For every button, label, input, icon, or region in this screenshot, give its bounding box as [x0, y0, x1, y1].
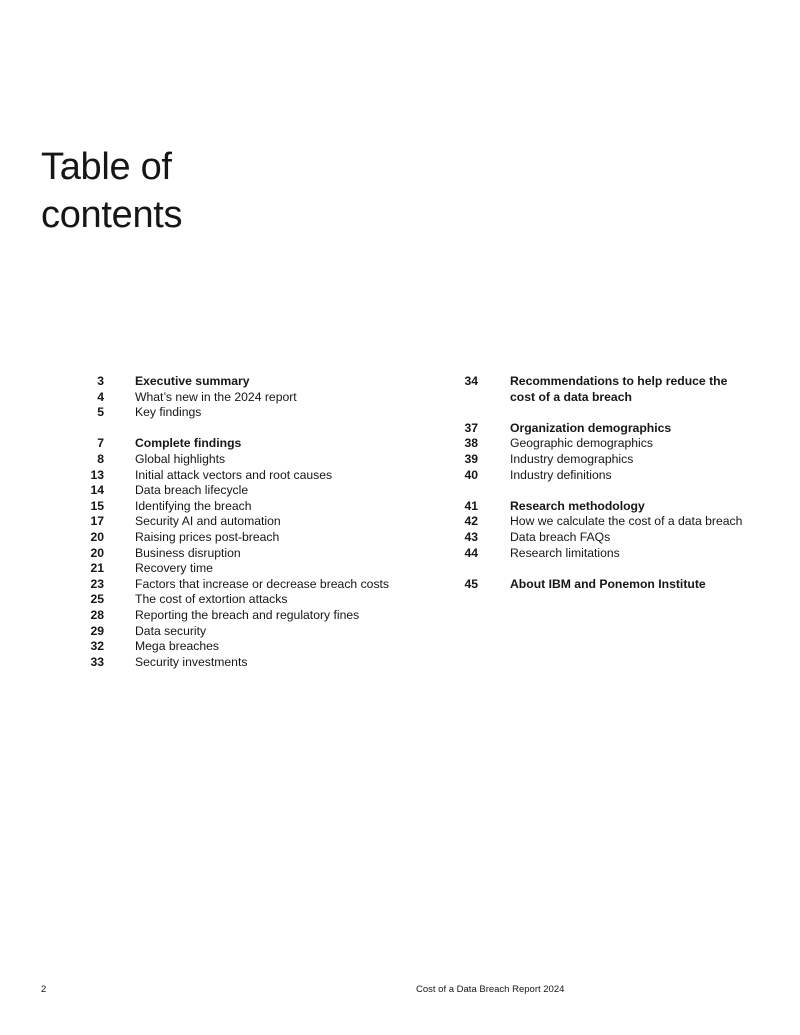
toc-page-number: 39 [464, 451, 478, 466]
toc-entry[interactable] [436, 452, 776, 468]
toc-page-number: 40 [464, 467, 478, 482]
toc-page-number: 29 [90, 623, 104, 638]
page-title [41, 143, 182, 239]
toc-label: Global highlights [135, 451, 226, 466]
toc-label: Key findings [135, 405, 202, 420]
toc-label: Complete findings [135, 436, 242, 451]
toc-label: Reporting the breach and regulatory fines [135, 607, 360, 622]
toc-entry[interactable] [60, 452, 400, 468]
toc-page-number: 20 [90, 545, 104, 560]
toc-label: The cost of extortion attacks [135, 592, 288, 607]
toc-label: Executive summary [135, 374, 250, 388]
toc-label: Identifying the breach [135, 498, 252, 513]
toc-page-number: 45 [464, 576, 478, 591]
toc-page-number: 3 [97, 374, 104, 388]
toc-page-number: 8 [97, 451, 104, 466]
toc-label: Initial attack vectors and root causes [135, 467, 333, 482]
toc-page-number: 42 [464, 514, 478, 529]
toc-label: Research limitations [510, 545, 620, 560]
toc-page-number [436, 390, 478, 406]
toc-entry[interactable] [60, 577, 400, 593]
toc-page-number: 20 [90, 529, 104, 544]
toc-page-number: 25 [90, 592, 104, 607]
toc-right-column [436, 374, 776, 592]
toc-entry[interactable] [60, 624, 400, 640]
toc-label: Data breach FAQs [510, 529, 611, 544]
toc-page-number: 15 [90, 498, 104, 513]
toc-page-number: 44 [464, 545, 478, 560]
toc-page-number: 4 [97, 389, 104, 404]
toc-entry[interactable] [60, 608, 400, 624]
toc-entry[interactable] [60, 655, 400, 671]
toc-entry[interactable] [60, 592, 400, 608]
toc-label: Industry demographics [510, 451, 634, 466]
toc-entry-continuation[interactable] [436, 390, 776, 406]
toc-page-number: 28 [90, 607, 104, 622]
toc-label: cost of a data breach [510, 389, 632, 404]
title-line-1: Table of [41, 146, 172, 188]
toc-page-number: 5 [97, 405, 104, 420]
toc-entry[interactable] [60, 499, 400, 515]
toc-label: Recovery time [135, 561, 213, 576]
toc-label: Security investments [135, 654, 248, 669]
toc-page-number: 32 [90, 639, 104, 654]
toc-entry[interactable] [60, 468, 400, 484]
toc-entry[interactable] [60, 390, 400, 406]
toc-entry[interactable] [60, 514, 400, 530]
section-gap [436, 483, 776, 499]
toc-page-number: 21 [90, 561, 104, 576]
toc-label: Geographic demographics [510, 436, 653, 451]
toc-page-number: 17 [90, 514, 104, 529]
toc-label: Recommendations to help reduce the [510, 374, 728, 388]
toc-entry[interactable] [436, 499, 776, 515]
toc-label: Business disruption [135, 545, 241, 560]
toc-label: Data security [135, 623, 207, 638]
footer-page-number: 2 [41, 984, 47, 995]
section-gap [60, 421, 400, 437]
toc-label: Organization demographics [510, 420, 672, 435]
toc-page-number: 14 [90, 483, 104, 498]
toc-page-number: 33 [90, 654, 104, 669]
section-gap [436, 561, 776, 577]
toc-entry[interactable] [60, 374, 400, 390]
toc-entry[interactable] [60, 436, 400, 452]
toc-entry[interactable] [436, 421, 776, 437]
toc-page-number: 43 [464, 529, 478, 544]
toc-entry[interactable] [60, 483, 400, 499]
toc-entry[interactable] [436, 374, 776, 390]
toc-entry[interactable] [436, 468, 776, 484]
toc-entry[interactable] [436, 546, 776, 562]
footer-report-title: Cost of a Data Breach Report 2024 [416, 984, 565, 995]
toc-label: Factors that increase or decrease breach costs [135, 576, 390, 591]
toc-label: Mega breaches [135, 639, 220, 654]
toc-page-number: 38 [464, 436, 478, 451]
toc-entry[interactable] [436, 514, 776, 530]
toc-entry[interactable] [436, 530, 776, 546]
toc-entry[interactable] [60, 561, 400, 577]
section-gap [436, 405, 776, 421]
toc-label: Industry definitions [510, 467, 612, 482]
toc-page-number: 37 [464, 420, 478, 435]
toc-entry[interactable] [60, 405, 400, 421]
toc-entry[interactable] [60, 530, 400, 546]
toc-page-number: 41 [464, 498, 478, 513]
toc-entry[interactable] [436, 436, 776, 452]
title-line-2: contents [41, 194, 183, 236]
toc-label: Raising prices post-breach [135, 529, 280, 544]
toc-label: Data breach lifecycle [135, 483, 249, 498]
toc-left-column [60, 374, 400, 670]
toc-page-number: 13 [90, 467, 104, 482]
toc-label: About IBM and Ponemon Institute [510, 576, 706, 591]
toc-entry[interactable] [60, 546, 400, 562]
toc-entry[interactable] [436, 577, 776, 593]
toc-entry[interactable] [60, 639, 400, 655]
toc-label: Security AI and automation [135, 514, 281, 529]
toc-page-number: 34 [464, 374, 478, 388]
toc-label: What’s new in the 2024 report [135, 389, 297, 404]
toc-page-number: 23 [90, 576, 104, 591]
toc-label: Research methodology [510, 498, 645, 513]
toc-page-number: 7 [97, 436, 104, 451]
toc-label: How we calculate the cost of a data breach [510, 514, 743, 529]
